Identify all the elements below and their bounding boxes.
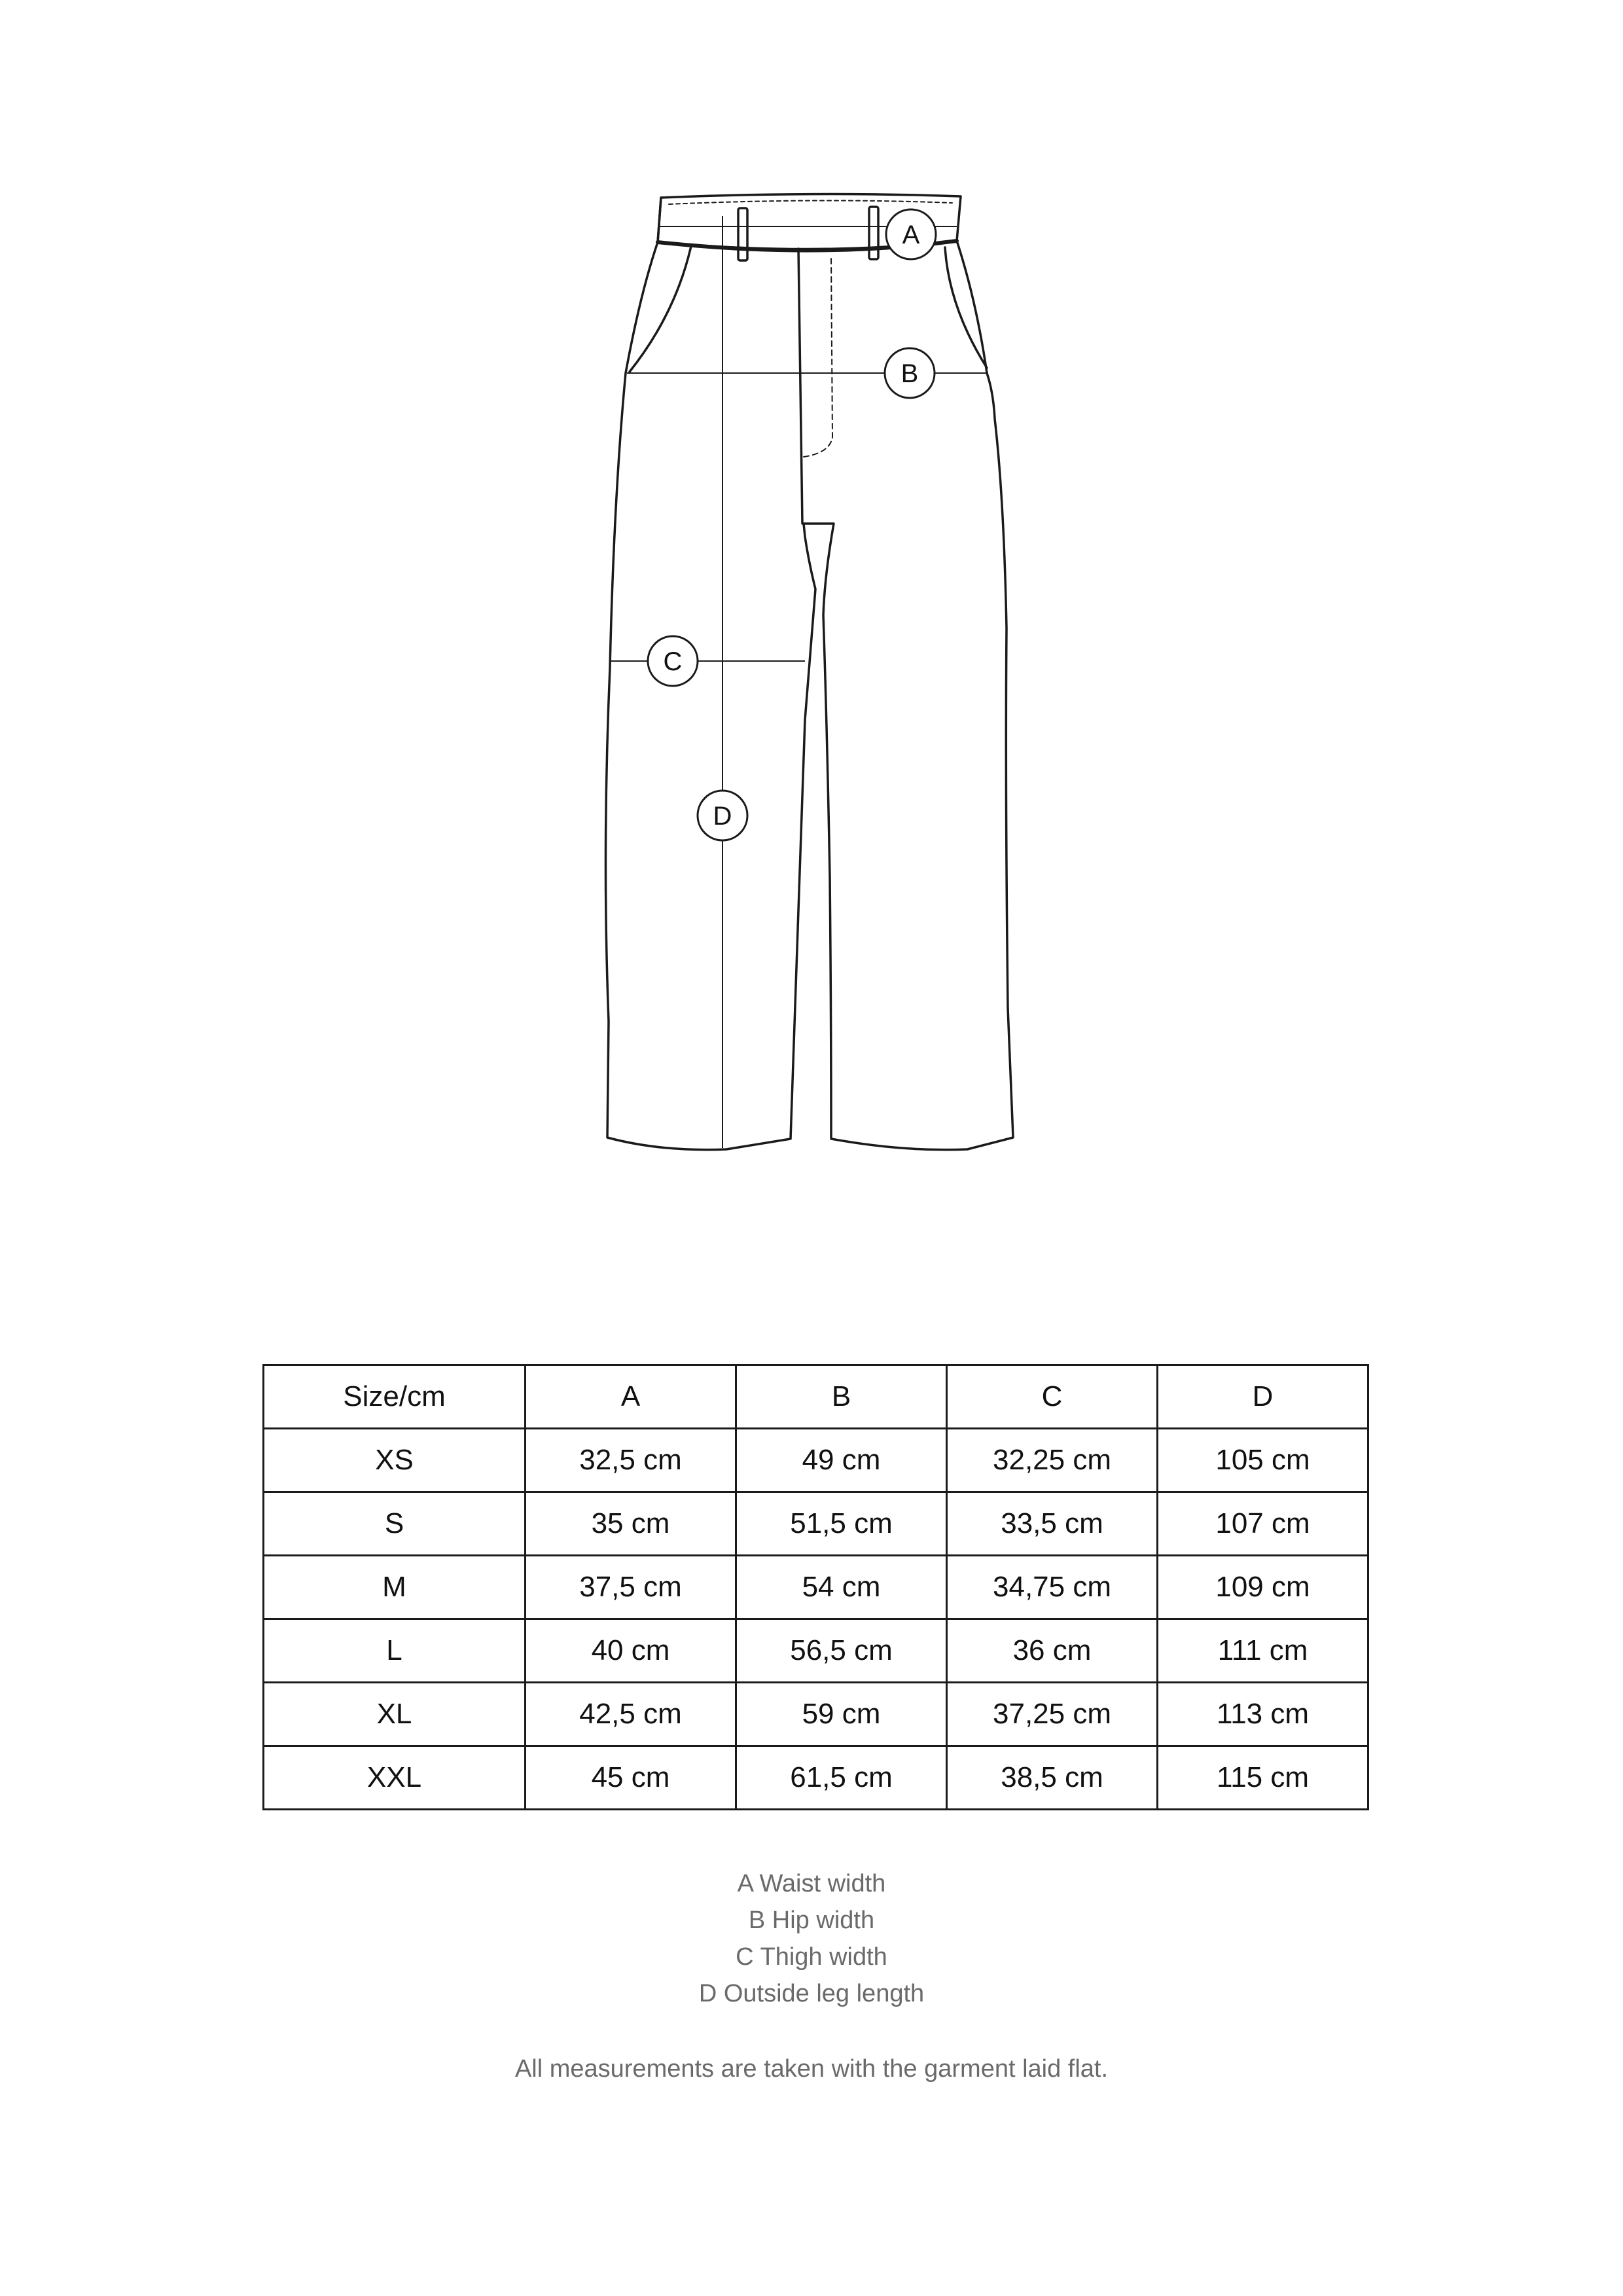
fly-stitch bbox=[804, 259, 832, 457]
legend-item-d: D Outside leg length bbox=[698, 1980, 925, 2007]
waistband-top-seam bbox=[669, 200, 952, 204]
table-cell: 40 cm bbox=[526, 1619, 736, 1683]
size-cell: M bbox=[264, 1556, 526, 1619]
table-cell: 111 cm bbox=[1158, 1619, 1368, 1683]
table-cell: 107 cm bbox=[1158, 1492, 1368, 1556]
table-cell: 59 cm bbox=[736, 1683, 947, 1746]
table-row bbox=[264, 1619, 1368, 1683]
size-cell: L bbox=[264, 1619, 526, 1683]
marker-c bbox=[648, 636, 698, 686]
table-row bbox=[264, 1746, 1368, 1810]
table-cell: 38,5 cm bbox=[947, 1746, 1158, 1810]
size-cell: XL bbox=[264, 1683, 526, 1746]
svg-text:B: B bbox=[901, 359, 919, 388]
svg-text:A: A bbox=[902, 221, 920, 249]
table-cell: 45 cm bbox=[526, 1746, 736, 1810]
header-d: D bbox=[1158, 1365, 1368, 1429]
belt-loop-right bbox=[869, 207, 878, 259]
table-header-row bbox=[264, 1365, 1368, 1429]
pocket-right bbox=[945, 247, 987, 368]
size-cell: XS bbox=[264, 1429, 526, 1492]
table-cell: 54 cm bbox=[736, 1556, 947, 1619]
header-b: B bbox=[736, 1365, 947, 1429]
table-cell: 33,5 cm bbox=[947, 1492, 1158, 1556]
header-a: A bbox=[526, 1365, 736, 1429]
table-cell: 49 cm bbox=[736, 1429, 947, 1492]
header-c: C bbox=[947, 1365, 1158, 1429]
table-cell: 109 cm bbox=[1158, 1556, 1368, 1619]
marker-d bbox=[698, 791, 747, 840]
size-cell: S bbox=[264, 1492, 526, 1556]
svg-text:C: C bbox=[663, 647, 683, 676]
table-cell: 51,5 cm bbox=[736, 1492, 947, 1556]
table-cell: 34,75 cm bbox=[947, 1556, 1158, 1619]
belt-loop-left bbox=[738, 208, 747, 260]
size-cell: XXL bbox=[264, 1746, 526, 1810]
measurement-legend bbox=[0, 1865, 1623, 2012]
table-cell: 35 cm bbox=[526, 1492, 736, 1556]
table-cell: 105 cm bbox=[1158, 1429, 1368, 1492]
marker-b bbox=[885, 348, 935, 398]
footnote: All measurements are taken with the garment laid flat. bbox=[514, 2055, 1109, 2083]
table-cell: 36 cm bbox=[947, 1619, 1158, 1683]
table-cell: 113 cm bbox=[1158, 1683, 1368, 1746]
fly-line bbox=[798, 249, 802, 524]
table-row bbox=[264, 1429, 1368, 1492]
legend-item-c: C Thigh width bbox=[736, 1943, 887, 1971]
table-cell: 32,25 cm bbox=[947, 1429, 1158, 1492]
svg-text:D: D bbox=[713, 802, 732, 831]
table-cell: 56,5 cm bbox=[736, 1619, 947, 1683]
legend-item-a: A Waist width bbox=[737, 1870, 886, 1897]
marker-a bbox=[886, 209, 936, 259]
table-row bbox=[264, 1683, 1368, 1746]
legend-item-b: B Hip width bbox=[748, 1907, 875, 1934]
table-row bbox=[264, 1556, 1368, 1619]
table-cell: 61,5 cm bbox=[736, 1746, 947, 1810]
table-cell: 32,5 cm bbox=[526, 1429, 736, 1492]
table-cell: 42,5 cm bbox=[526, 1683, 736, 1746]
table-cell: 37,25 cm bbox=[947, 1683, 1158, 1746]
header-size: Size/cm bbox=[264, 1365, 526, 1429]
table-cell: 37,5 cm bbox=[526, 1556, 736, 1619]
table-row bbox=[264, 1492, 1368, 1556]
table-cell: 115 cm bbox=[1158, 1746, 1368, 1810]
size-table bbox=[262, 1364, 1369, 1810]
